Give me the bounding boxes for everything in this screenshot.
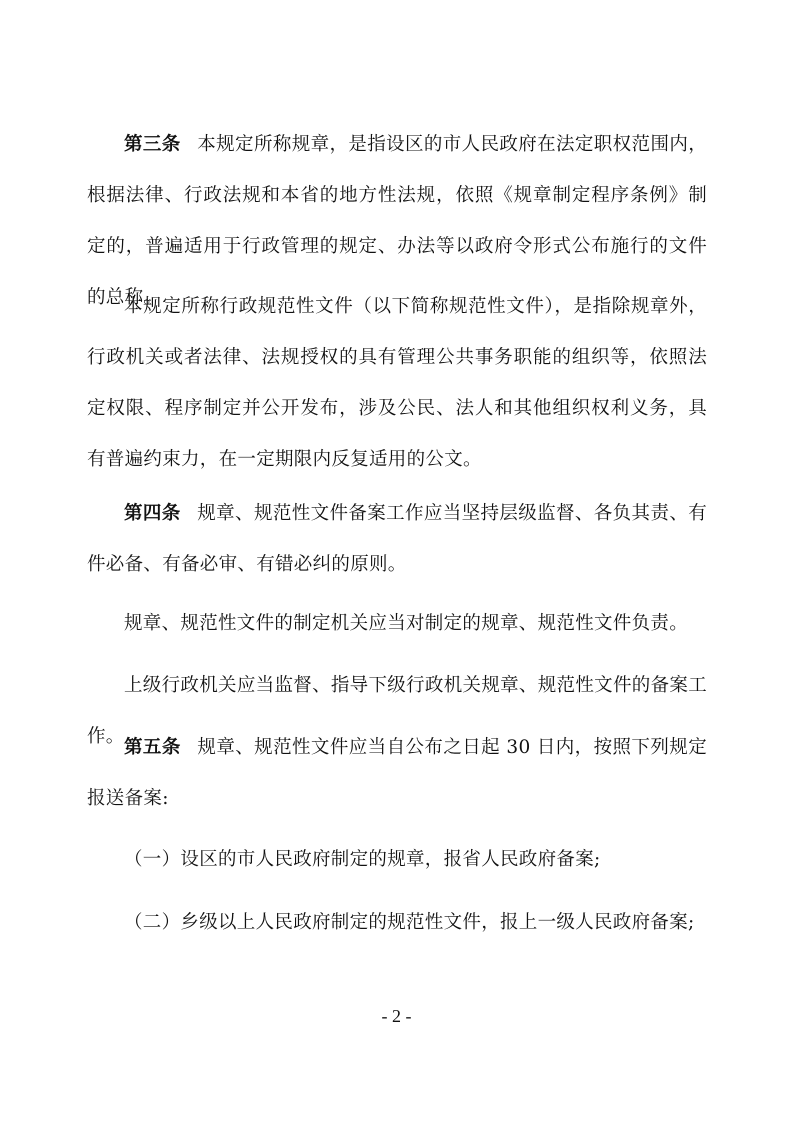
paragraph-text: 本规定所称规章，是指设区的市人民政府在法定职权范围内，根据法律、行政法规和本省的地方性法规，依照《规章制定程序条例》制定的，普遍适用于行政管理的规定、办法等以政府令形式公布施行的文件的总称。 <box>87 134 708 308</box>
paragraph-text: 上级行政机关应当监督、指导下级行政机关规章、规范性文件的备案工作。 <box>87 675 707 747</box>
article-heading: 第四条 <box>124 503 181 524</box>
paragraph-article-5 <box>87 722 707 824</box>
list-item-2 <box>87 897 707 948</box>
paragraph-text: 本规定所称行政规范性文件（以下简称规范性文件），是指除规章外，行政机关或者法律、法规授权的具有管理公共事务职能的组织等，依照法定权限、程序制定并公开发布，涉及公民、法人和其他组织权利义务，具有普遍约束力，在一定期限内反复适用的公文。 <box>87 296 707 470</box>
article-heading: 第三条 <box>124 134 181 155</box>
paragraph-text: （二）乡级以上人民政府制定的规范性文件，报上一级人民政府备案; <box>124 912 695 933</box>
paragraph-article-4 <box>87 488 707 590</box>
article-heading: 第五条 <box>124 737 181 758</box>
paragraph-text: 规章、规范性文件的制定机关应当对制定的规章、规范性文件负责。 <box>124 613 689 634</box>
page-number: - 2 - <box>381 1006 412 1026</box>
list-item-1 <box>87 834 707 885</box>
paragraph-text: 规章、规范性文件备案工作应当坚持层级监督、各负其责、有件必备、有备必审、有错必纠的原则。 <box>87 503 708 575</box>
paragraph-text: （一）设区的市人民政府制定的规章，报省人民政府备案; <box>124 849 601 870</box>
paragraph-responsibility <box>87 598 707 649</box>
paragraph-normative-document-definition <box>87 281 707 485</box>
paragraph-text: 规章、规范性文件应当自公布之日起 30 日内，按照下列规定报送备案: <box>87 737 707 809</box>
